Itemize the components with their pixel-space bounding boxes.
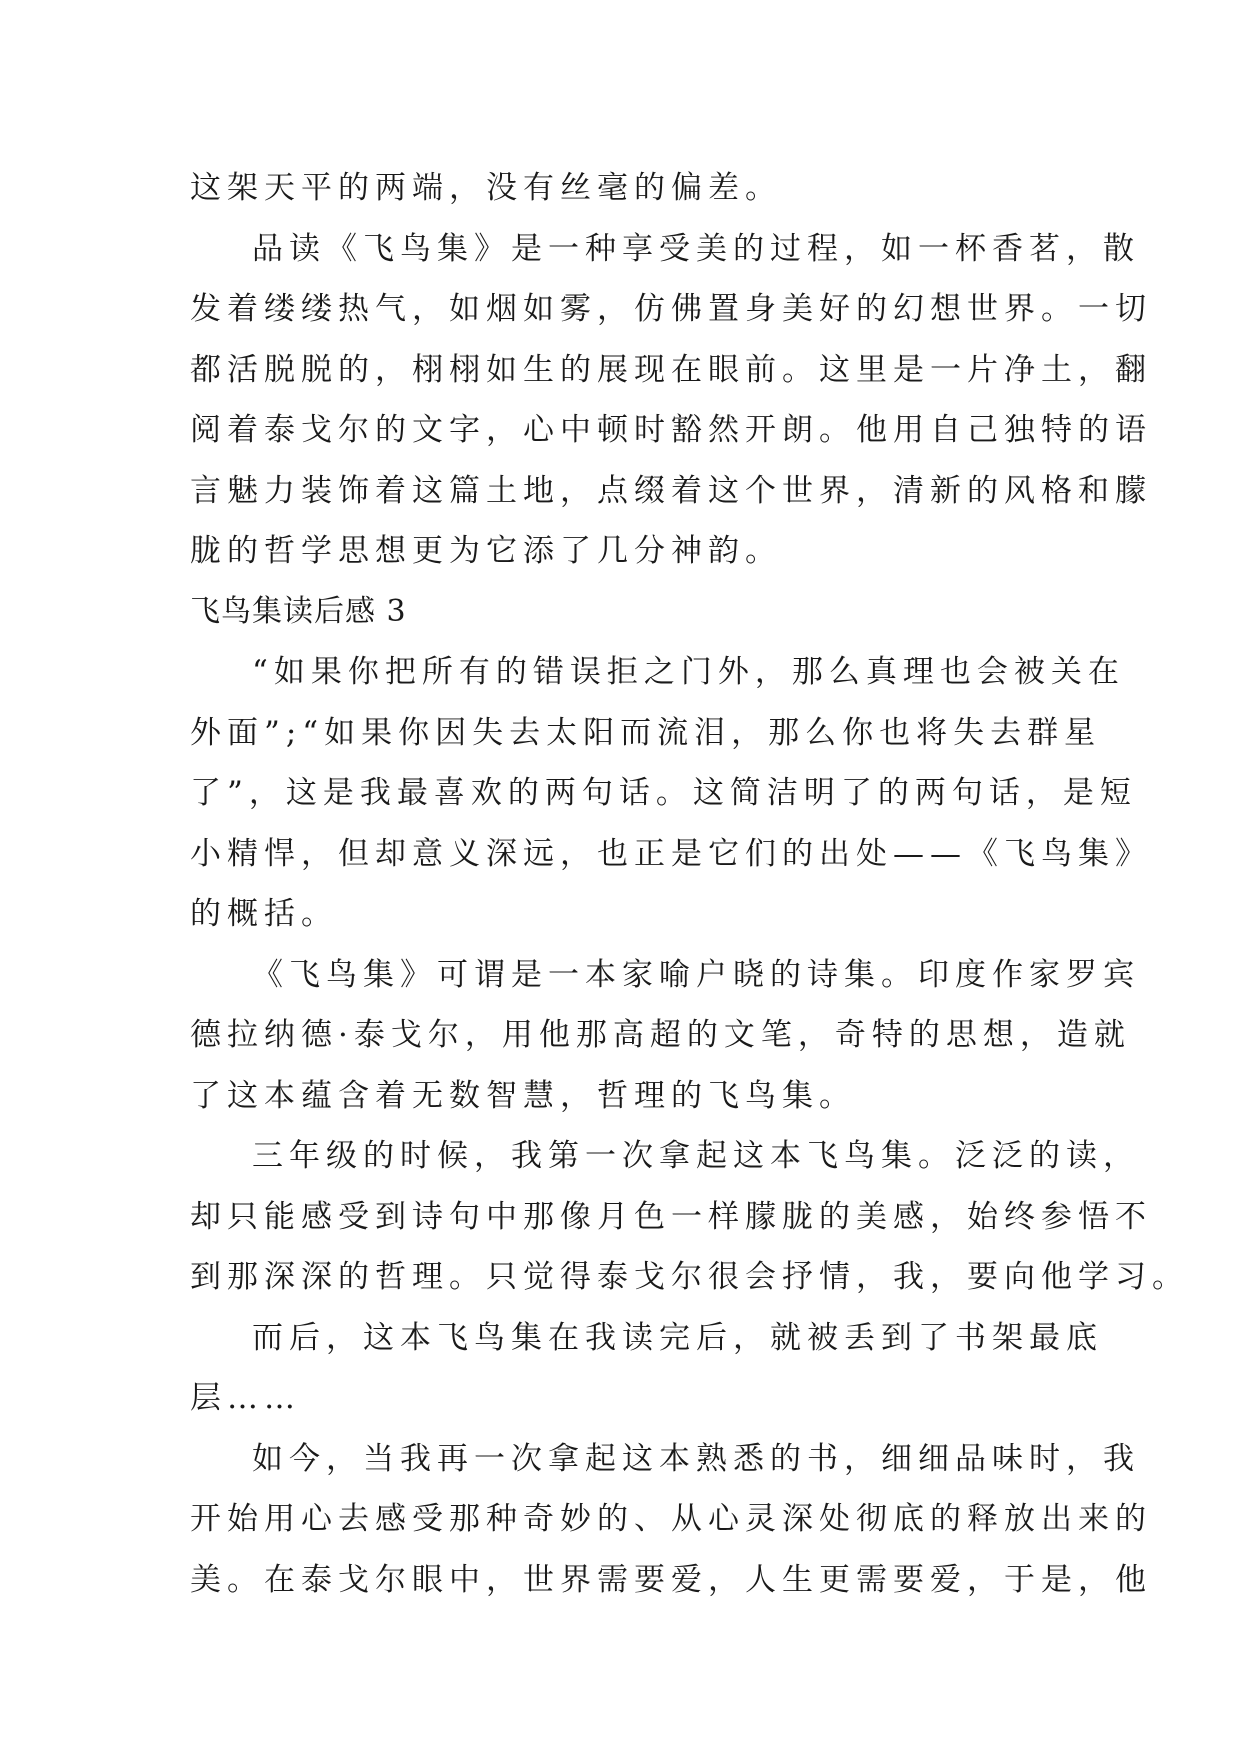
section-heading: 飞鸟集读后感 3 [190, 593, 407, 629]
text-line: 开始用心去感受那种奇妙的、从心灵深处彻底的释放出来的 [190, 1501, 1152, 1537]
text-line: 小精悍，但却意义深远，也正是它们的出处——《飞鸟集》 [190, 835, 1152, 872]
text-line: 到那深深的哲理。只觉得泰戈尔很会抒情，我，要向他学习。 [190, 1259, 1189, 1295]
text-line: 发着缕缕热气，如烟如雾，仿佛置身美好的幻想世界。一切 [190, 291, 1152, 327]
text-line: 了”，这是我最喜欢的两句话。这简洁明了的两句话，是短 [190, 775, 1137, 811]
paragraph-start-line: 《飞鸟集》可谓是一本家喻户晓的诗集。印度作家罗宾 [252, 956, 1140, 993]
text-line: 阅着泰戈尔的文字，心中顿时豁然开朗。他用自己独特的语 [190, 412, 1152, 448]
text-line: 这架天平的两端，没有丝毫的偏差。 [190, 170, 782, 206]
paragraph-start-line: 三年级的时候，我第一次拿起这本飞鸟集。泛泛的读， [252, 1138, 1140, 1174]
text-line: 都活脱脱的，栩栩如生的展现在眼前。这里是一片净土，翻 [190, 351, 1152, 388]
text-line: 言魅力装饰着这篇土地，点缀着这个世界，清新的风格和朦 [190, 472, 1152, 509]
paragraph-start-line: “如果你把所有的错误拒之门外，那么真理也会被关在 [252, 654, 1125, 690]
text-line: 胧的哲学思想更为它添了几分神韵。 [190, 533, 782, 569]
text-line: 层…… [190, 1380, 301, 1416]
text-line: 德拉纳德·泰戈尔，用他那高超的文笔，奇特的思想，造就 [190, 1017, 1131, 1053]
paragraph-start-line: 而后，这本飞鸟集在我读完后，就被丢到了书架最底 [252, 1319, 1103, 1356]
text-line: 了这本蕴含着无数智慧，哲理的飞鸟集。 [190, 1077, 856, 1114]
paragraph-start-line: 品读《飞鸟集》是一种享受美的过程，如一杯香茗，散 [252, 230, 1140, 267]
paragraph-start-line: 如今，当我再一次拿起这本熟悉的书，细细品味时，我 [252, 1440, 1140, 1477]
text-line: 却只能感受到诗句中那像月色一样朦胧的美感，始终参悟不 [190, 1198, 1152, 1235]
text-line: 的概括。 [190, 896, 338, 932]
document-body [190, 158, 1189, 1610]
text-line: 外面”;“如果你因失去太阳而流泪，那么你也将失去群星 [190, 714, 1102, 751]
text-line: 美。在泰戈尔眼中，世界需要爱，人生更需要爱，于是，他 [190, 1561, 1152, 1598]
